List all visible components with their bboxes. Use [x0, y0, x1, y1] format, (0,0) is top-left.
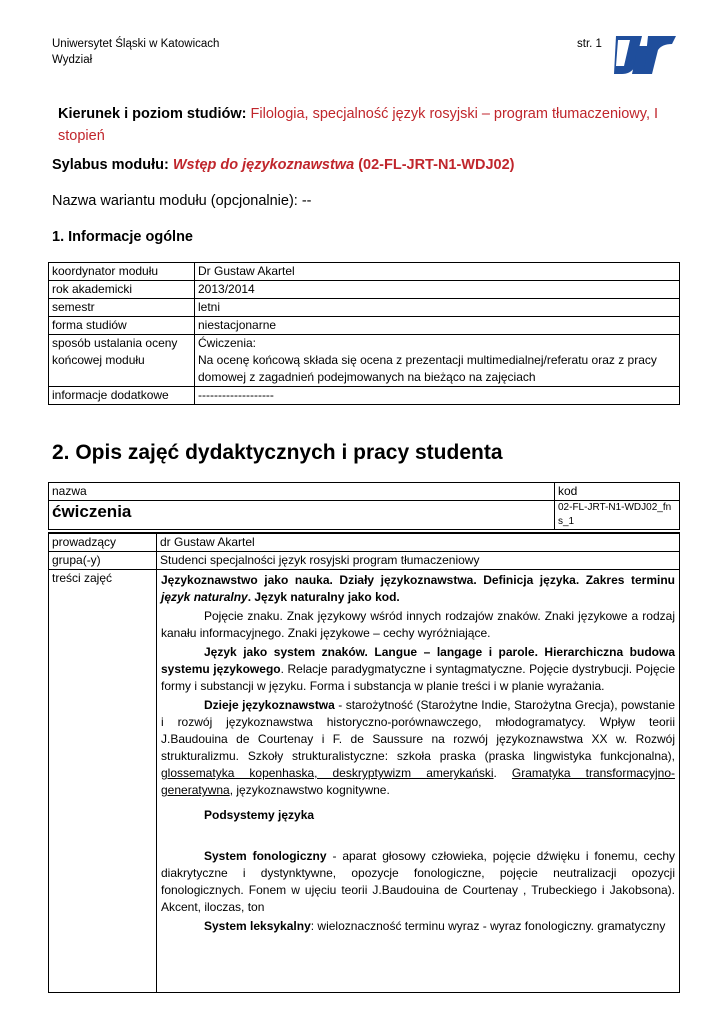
kierunek-line	[58, 103, 677, 147]
tresci-p3-bold: Język jako system znaków. Langue – langage i parole. Hierarchiczna budowa systemu językowego	[161, 645, 675, 676]
sylabus-code: (02-FL-JRT-N1-WDJ02)	[358, 157, 515, 173]
header-university: Uniwersytet Śląski w Katowicach	[52, 38, 220, 50]
grupa-value: Studenci specjalności język rosyjski program tłumaczeniowy	[157, 552, 680, 570]
tresci-paragraph-2: Pojęcie znaku. Znak językowy wśród innych rodzajów znaków. Znaki językowe a rodzaj kanału informacyjnego. Znaki językowe – cechy wyróżniające.	[161, 609, 675, 640]
university-logo	[612, 30, 676, 76]
header-department: Wydział	[52, 54, 93, 66]
nazwa-label: nazwa	[49, 483, 555, 501]
section2-title: 2. Opis zajęć dydaktycznych i pracy studenta	[52, 441, 503, 464]
informacje-label: informacje dodatkowe	[49, 387, 195, 405]
zajecia-details-table	[48, 532, 680, 993]
tresci-p4-underline-1: glossematyka kopenhaska, deskryptywizm amerykański	[161, 766, 494, 780]
rok-value: 2013/2014	[195, 281, 680, 299]
forma-value: niestacjonarne	[195, 317, 680, 335]
kierunek-value: Filologia, specjalność język rosyjski – program tłumaczeniowy, I stopień	[58, 106, 659, 144]
sposob-value-line1: Ćwiczenia:	[198, 336, 257, 350]
forma-label: forma studiów	[49, 317, 195, 335]
tresci-label: treści zajęć	[49, 570, 157, 993]
tresci-paragraph-1	[161, 572, 675, 606]
tresci-p4-underline-2: Gramatyka transformacyjno-generatywna	[161, 766, 675, 797]
sposob-value	[195, 335, 680, 387]
prowadzacy-value: dr Gustaw Akartel	[157, 533, 680, 552]
informacje-value: -------------------	[195, 387, 680, 405]
nazwa-value: ćwiczenia	[49, 501, 555, 530]
sylabus-label: Sylabus modułu:	[52, 157, 169, 173]
tresci-p4-bold: Dzieje językoznawstwa	[204, 698, 335, 712]
tresci-p6-rest: - aparat głosowy człowieka, pojęcie dźwięku i fonemu, cechy diakrytyczne i dystynktywne, opozycje fonologiczne, pojęcie neutralizacji opozycji fonologicznych. Fonem w ujęciu teorii J.Baudouina de Courtenay , Trubeckiego i Jakobsona). Akcent, iloczas, ton	[161, 849, 675, 914]
tresci-p4-rest: - starożytność (Starożytne Indie, Starożytna Grecja), powstanie i rozwój językoznawstwa historyczno-porównawczego, młodogramatycy. Wpływ teorii J.Baudouina de Courtenay i F. de Saussure na rozwój językoznawstwa XX w. Rozwój strukturalizmu. Szkoły strukturalistyczne: szkoła praska (praska lingwistyka funkcjonalna),	[161, 698, 676, 763]
tresci-p3-rest: . Relacje paradygmatyczne i syntagmatyczne. Pojęcie dystrybucji. Pojęcie formy i substancji w języku. Forma i substancja w planie treści i w planie wyrażania.	[161, 662, 675, 693]
sylabus-name: Wstęp do językoznawstwa	[172, 157, 355, 173]
prowadzacy-label: prowadzący	[49, 533, 157, 552]
tresci-paragraph-5	[161, 807, 675, 824]
section1-title: 1. Informacje ogólne	[52, 229, 193, 245]
info-table	[48, 262, 680, 405]
tresci-p5-bold: Podsystemy języka	[204, 808, 315, 822]
tresci-paragraph-7	[161, 918, 675, 935]
wariant-line: Nazwa wariantu modułu (opcjonalnie): --	[52, 193, 312, 209]
semestr-label: semestr	[49, 299, 195, 317]
tresci-p4-end: , językoznawstwo kognitywne.	[229, 783, 390, 797]
tresci-content	[157, 570, 680, 993]
kod-value: 02-FL-JRT-N1-WDJ02_fns_1	[555, 501, 680, 530]
tresci-paragraph-3	[161, 644, 675, 695]
tresci-p1-bold-end: . Język naturalny jako kod.	[247, 590, 400, 604]
tresci-p7-bold: System leksykalny	[204, 919, 311, 933]
tresci-p4-mid: .	[493, 766, 512, 780]
grupa-label: grupa(-y)	[49, 552, 157, 570]
tresci-paragraph-4	[161, 697, 675, 799]
tresci-p7-rest: : wieloznaczność terminu wyraz - wyraz fonologiczny. gramatyczny	[310, 919, 666, 933]
tresci-p6-bold: System fonologiczny	[204, 849, 327, 863]
tresci-paragraph-6	[161, 848, 675, 916]
kierunek-label: Kierunek i poziom studiów:	[58, 106, 247, 122]
header-page-number: str. 1	[577, 38, 602, 50]
koordynator-value: Dr Gustaw Akartel	[195, 263, 680, 281]
sposob-label: sposób ustalania oceny końcowej modułu	[49, 335, 195, 387]
koordynator-label: koordynator modułu	[49, 263, 195, 281]
tresci-p1-bold: Językoznawstwo jako nauka. Działy językoznawstwa. Definicja języka. Zakres terminu	[161, 573, 675, 587]
zajecia-name-table	[48, 482, 680, 530]
sylabus-line	[52, 157, 677, 173]
kod-label: kod	[555, 483, 680, 501]
tresci-p1-italic: język naturalny	[161, 590, 248, 604]
sposob-value-line2: Na ocenę końcową składa się ocena z prezentacji multimedialnej/referatu oraz z pracy domowej z zagadnień podejmowanych na bieżąco na zajęciach	[198, 353, 657, 384]
semestr-value: letni	[195, 299, 680, 317]
rok-label: rok akademicki	[49, 281, 195, 299]
